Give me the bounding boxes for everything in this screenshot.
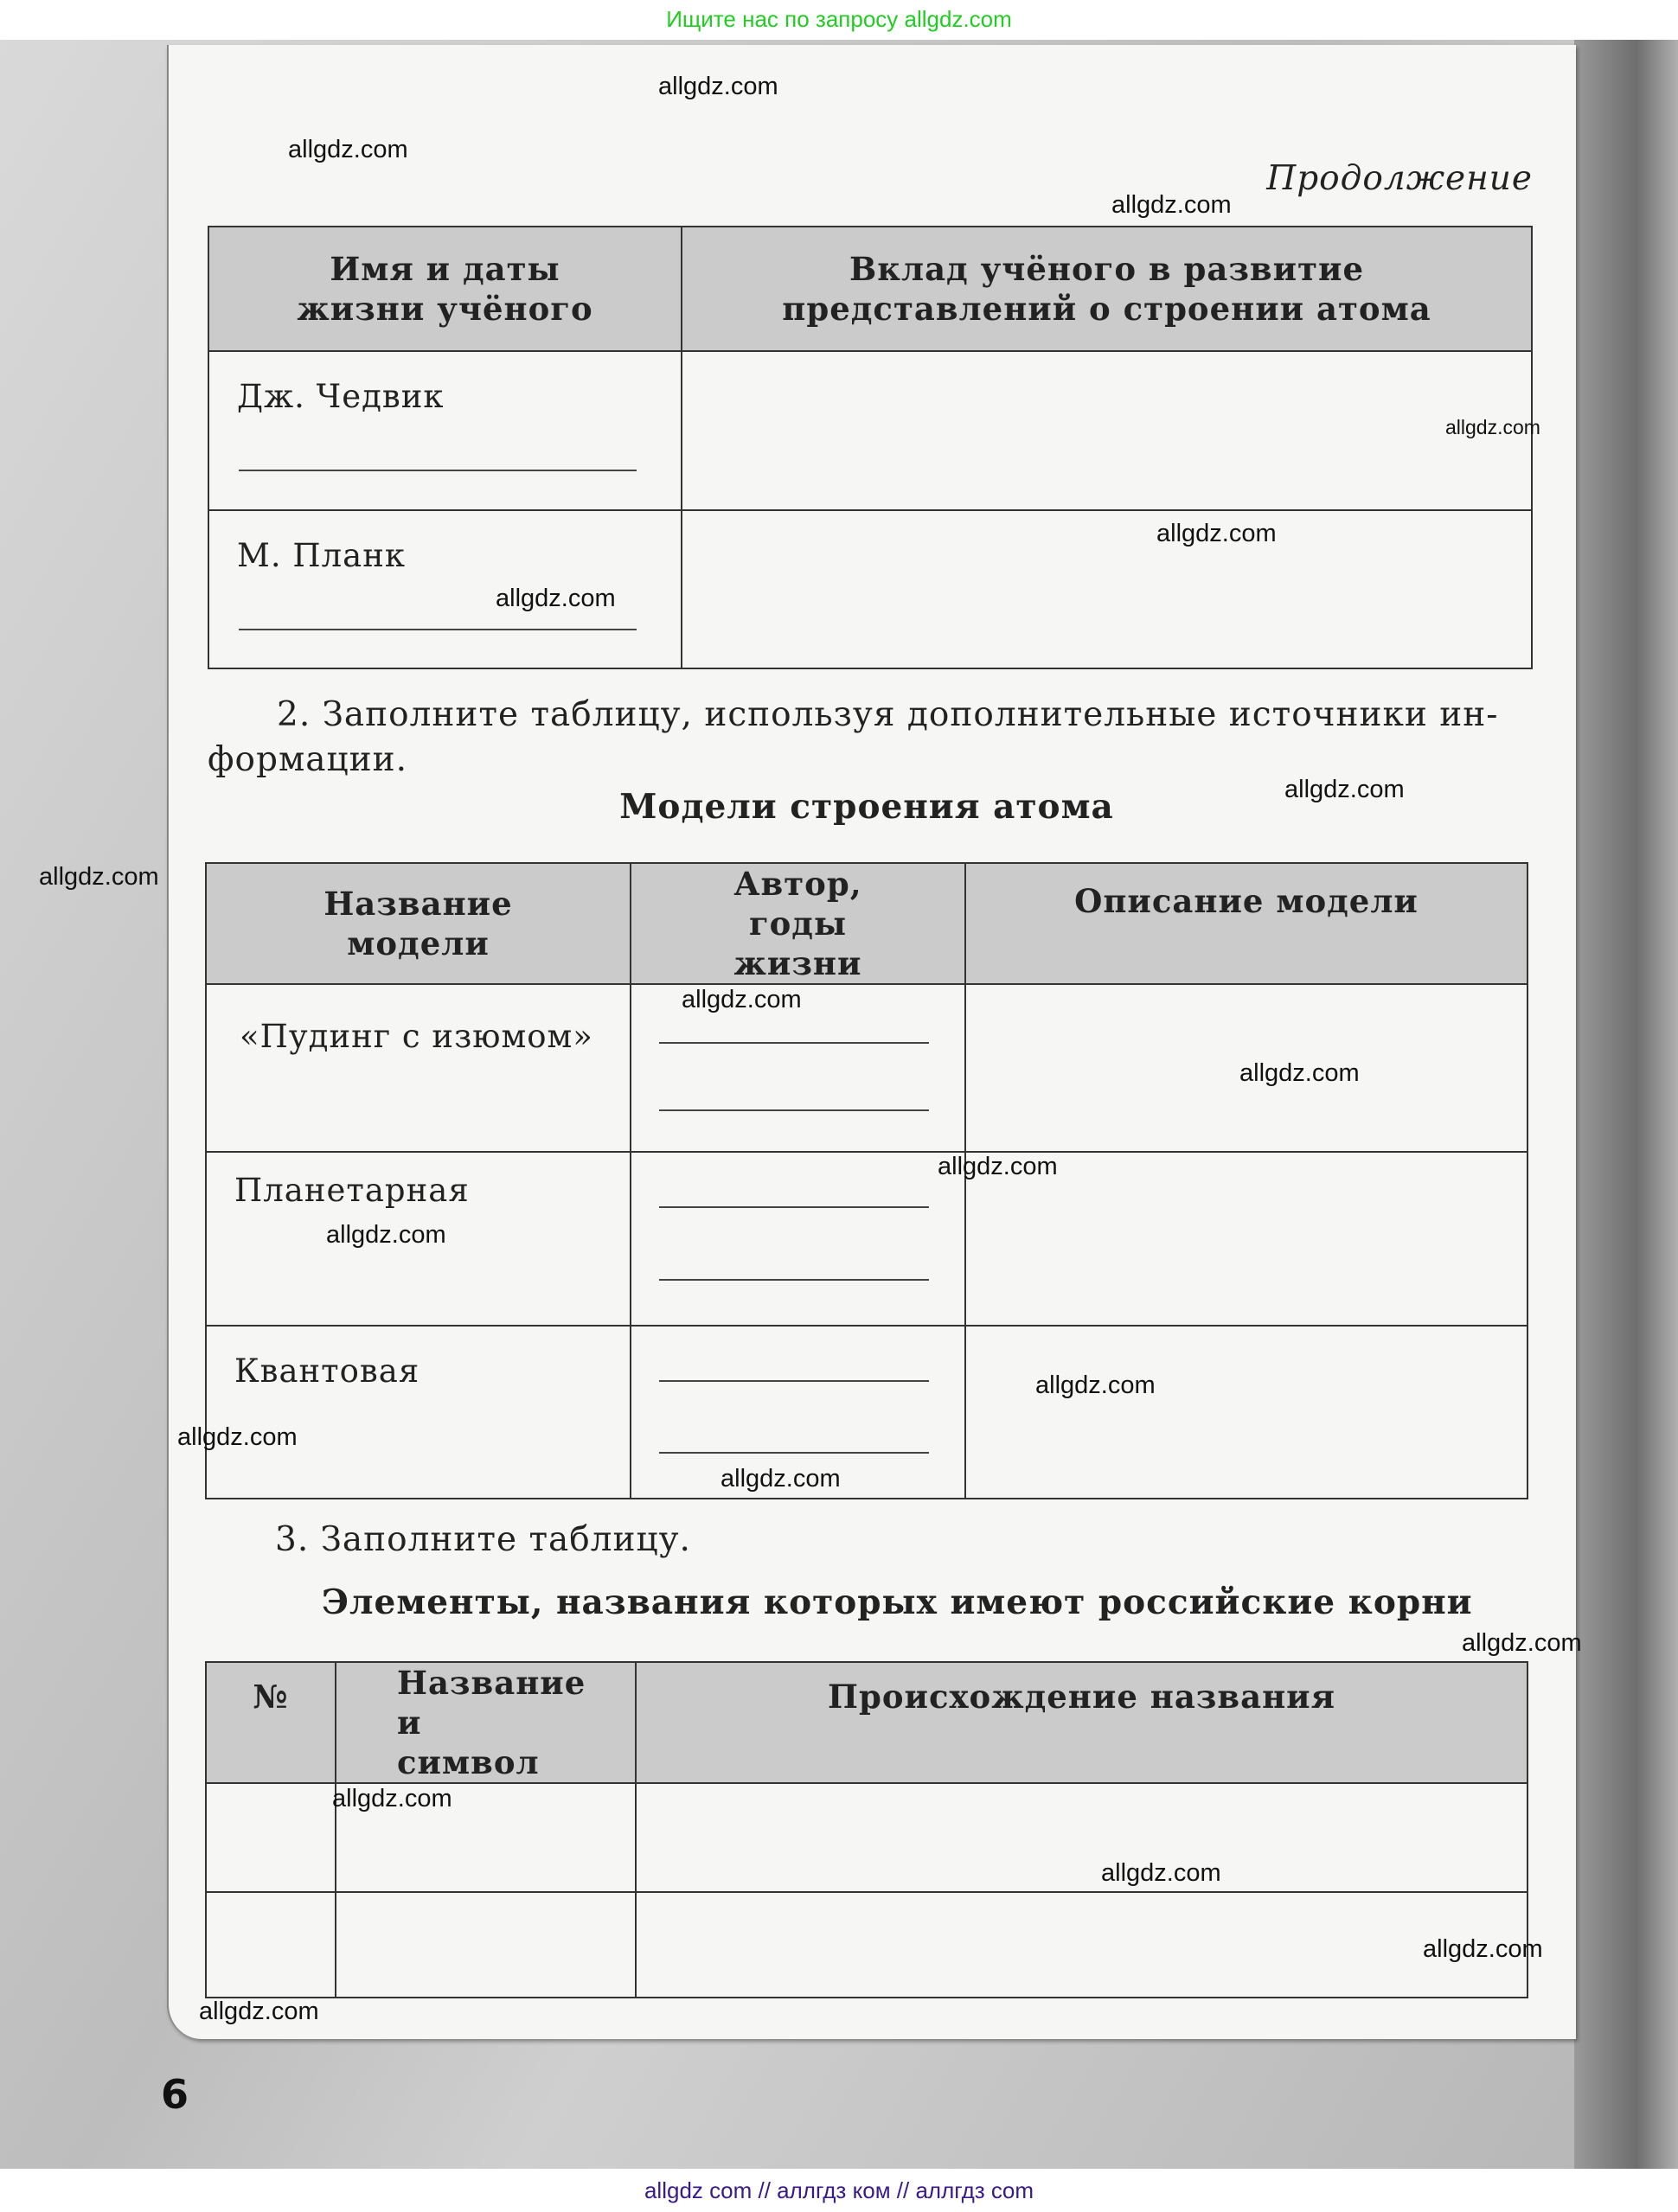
answer-cell[interactable] xyxy=(636,1783,1527,1892)
answer-line[interactable] xyxy=(659,1452,929,1454)
watermark: allgdz.com xyxy=(721,1465,841,1493)
answer-line[interactable] xyxy=(659,1380,929,1382)
scientist-name: М. Планк xyxy=(237,537,407,574)
scientist-name: Дж. Чедвик xyxy=(237,378,445,415)
answer-cell[interactable] xyxy=(682,510,1532,668)
table-row xyxy=(206,1326,1527,1499)
header-model-name: Название модели xyxy=(206,863,631,984)
watermark: allgdz.com xyxy=(199,1998,319,2025)
table-row xyxy=(208,351,1532,510)
task3-title: Элементы, названия которых имеют российские корни xyxy=(322,1582,1473,1622)
watermark: allgdz.com xyxy=(1423,1935,1543,1963)
answer-line[interactable] xyxy=(659,1042,929,1044)
scientists-table xyxy=(208,226,1533,669)
watermark: allgdz.com xyxy=(1239,1059,1360,1087)
watermark: allgdz.com xyxy=(39,863,159,891)
task2-line1: 2. Заполните таблицу, используя дополнительные источники ин- xyxy=(277,695,1499,734)
atom-models-table xyxy=(205,862,1528,1499)
header-number: № xyxy=(206,1662,336,1783)
continuation-label: Продолжение xyxy=(1266,159,1533,198)
russian-elements-table xyxy=(205,1661,1528,1998)
watermark: allgdz.com xyxy=(326,1221,446,1249)
header-name-symbol: Название и символ xyxy=(336,1662,636,1783)
model-name: «Пудинг с изюмом» xyxy=(240,1018,593,1055)
watermark: allgdz.com xyxy=(332,1785,452,1812)
answer-cell[interactable] xyxy=(636,1892,1527,1998)
model-name: Планетарная xyxy=(234,1172,470,1209)
watermark: allgdz.com xyxy=(1284,776,1405,803)
watermark: allgdz.com xyxy=(938,1153,1058,1180)
watermark: allgdz.com xyxy=(1111,191,1232,219)
watermark: allgdz.com xyxy=(682,986,802,1013)
task2-title: Модели строения атома xyxy=(619,787,1114,827)
answer-line[interactable] xyxy=(659,1206,929,1208)
answer-cell[interactable] xyxy=(965,1326,1527,1499)
answer-line[interactable] xyxy=(239,629,637,630)
watermark: allgdz.com xyxy=(1156,520,1277,547)
answer-cell[interactable] xyxy=(336,1892,636,1998)
table-row xyxy=(208,510,1532,668)
answer-cell[interactable] xyxy=(682,351,1532,510)
answer-line[interactable] xyxy=(659,1109,929,1111)
header-origin: Происхождение названия xyxy=(636,1662,1527,1783)
watermark: allgdz.com xyxy=(177,1423,298,1451)
watermark: allgdz.com xyxy=(1462,1629,1582,1657)
header-contribution: Вклад учёного в развитие представлений о строении атома xyxy=(682,227,1532,351)
watermark: allgdz.com xyxy=(1445,416,1540,438)
answer-cell[interactable] xyxy=(206,1892,336,1998)
watermark: allgdz.com xyxy=(288,136,408,163)
watermark: allgdz.com xyxy=(1035,1371,1156,1399)
model-name: Квантовая xyxy=(234,1352,420,1390)
watermark: allgdz.com xyxy=(658,73,778,100)
watermark: allgdz.com xyxy=(496,585,616,612)
header-name-dates: Имя и даты жизни учёного xyxy=(208,227,682,351)
header-description: Описание модели xyxy=(965,863,1527,984)
bottom-banner: allgdz com // аллгдз ком // аллгдз com xyxy=(0,2169,1678,2212)
watermark: allgdz.com xyxy=(1101,1859,1221,1887)
header-author: Автор, годы жизни xyxy=(631,863,965,984)
top-banner: Ищите нас по запросу allgdz.com xyxy=(0,0,1678,40)
task3-text: 3. Заполните таблицу. xyxy=(275,1520,691,1559)
answer-line[interactable] xyxy=(239,470,637,471)
page-number: 6 xyxy=(161,2071,189,2118)
answer-line[interactable] xyxy=(659,1279,929,1281)
book-spine xyxy=(1574,40,1678,2169)
table-row xyxy=(206,1892,1527,1998)
answer-cell[interactable] xyxy=(206,1783,336,1892)
task2-line2: формации. xyxy=(208,740,408,779)
